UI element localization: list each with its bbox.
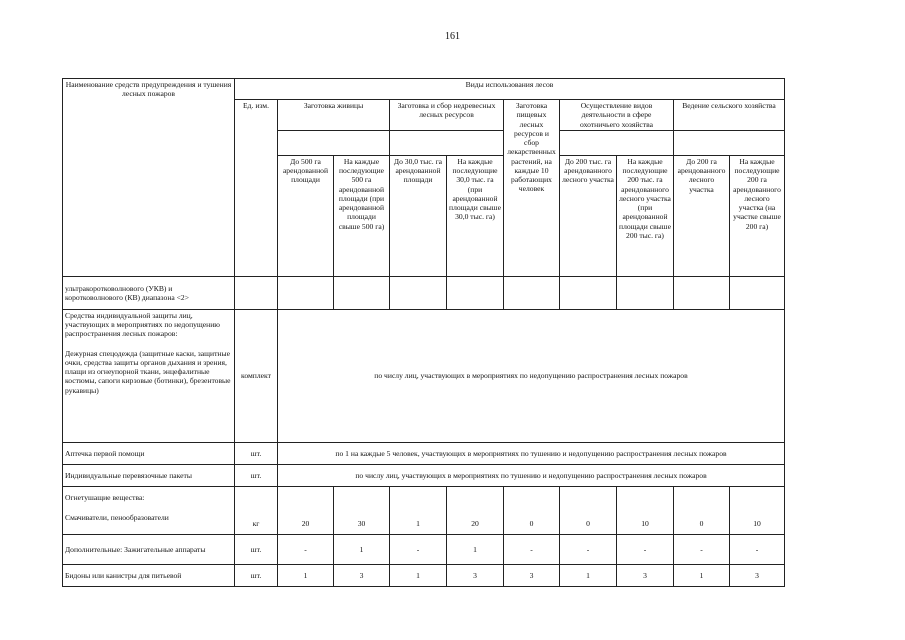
table-row — [63, 442, 785, 464]
subcol-header: До 500 га арендованной площади — [278, 155, 334, 276]
protection-title: Средства индивидуальной защиты лиц, участвующих в мероприятиях по недопущению распространения лесных пожаров: — [65, 310, 220, 339]
header-spacer — [390, 130, 504, 155]
header-name-column: Наименование средств предупреждения и тушения лесных пожаров — [63, 79, 235, 277]
table-cell: - — [390, 534, 447, 564]
row-unit: шт. — [235, 534, 278, 564]
row-name-radio: ультракоротковолнового (УКВ) и коротковолнового (КВ) диапазона <2> — [63, 276, 235, 309]
subcol-header: На каждые последующие 30,0 тыс. га (при арендованной площади свыше 30,0 тыс. га) — [447, 155, 504, 276]
table-row — [63, 486, 785, 534]
table-cell: 3 — [504, 564, 560, 586]
table-cell: 1 — [390, 486, 447, 534]
table-cell: 3 — [334, 564, 390, 586]
subcol-header: На каждые последующие 200 га арендованного лесного участка (на участке свыше 200 га) — [730, 155, 785, 276]
header-unit-column: Ед. изм. — [235, 100, 278, 277]
header-group-resin: Заготовка живицы — [278, 100, 390, 131]
row-unit: шт. — [235, 442, 278, 464]
header-spacer — [278, 130, 390, 155]
table-cell: 1 — [674, 564, 730, 586]
header-group-agriculture: Ведение сельского хозяйства — [674, 100, 785, 131]
table-cell: 10 — [617, 486, 674, 534]
subcol-header: До 200 тыс. га арендованного лесного участка — [560, 155, 617, 276]
header-group-nonwood: Заготовка и сбор недревесных лесных ресурсов — [390, 100, 504, 131]
table-cell: 0 — [674, 486, 730, 534]
row-merged-value: по числу лиц, участвующих в мероприятиях по недопущению распространения лесных пожаров — [278, 309, 785, 442]
table-cell: 1 — [560, 564, 617, 586]
table-cell: 1 — [447, 534, 504, 564]
protection-name: Дежурная спецодежда (защитные каски, защитные очки, средства защиты органов дыхания и зрения, плащи из огнеупорной ткани, энцефалитные костюмы, сапоги кирзовые (ботинки), брезентовые рукавицы) — [65, 348, 231, 395]
subcol-header: До 200 га арендованного лесного участка — [674, 155, 730, 276]
row-unit: комплект — [235, 309, 278, 442]
table-row — [63, 564, 785, 586]
table-row — [63, 464, 785, 486]
table-cell: 0 — [504, 486, 560, 534]
table-row — [63, 309, 785, 442]
table-cell: 1 — [278, 564, 334, 586]
header-types-of-use: Виды использования лесов — [235, 79, 785, 100]
header-spacer — [560, 130, 674, 155]
fire-equipment-table — [62, 78, 785, 587]
header-spacer — [674, 130, 785, 155]
extinguishing-name: Смачиватели, пенообразователи — [65, 513, 169, 522]
subcol-header: На каждые последующие 200 тыс. га арендованного лесного участка (при арендованной площади свыше 200 тыс. га) — [617, 155, 674, 276]
page-number: 161 — [445, 31, 460, 42]
extinguishing-title: Огнетушащие вещества: — [65, 492, 145, 502]
row-name-protection — [63, 309, 235, 442]
table-cell: - — [674, 534, 730, 564]
row-merged-value: по 1 на каждые 5 человек, участвующих в мероприятиях по тушению и недопущению распространения лесных пожаров — [278, 442, 785, 464]
table-row — [63, 276, 785, 309]
table-cell: 30 — [334, 486, 390, 534]
row-unit: кг — [235, 486, 278, 534]
row-name-first-aid: Аптечка первой помощи — [63, 442, 235, 464]
table-cell: - — [560, 534, 617, 564]
header-group-food: Заготовка пищевых лесных ресурсов и сбор лекарственных растений, на каждые 10 работающих человек — [504, 100, 560, 277]
table-cell: 1 — [334, 534, 390, 564]
row-name-ignition: Дополнительные: Зажигательные аппараты — [63, 534, 235, 564]
table-row — [63, 534, 785, 564]
table-cell: 20 — [278, 486, 334, 534]
table-cell: 3 — [730, 564, 785, 586]
row-unit: шт. — [235, 564, 278, 586]
subcol-header: На каждые последующие 500 га арендованной площади (при арендованной площади свыше 500 га) — [334, 155, 390, 276]
table-cell: - — [730, 534, 785, 564]
row-name-dressing: Индивидуальные перевязочные пакеты — [63, 464, 235, 486]
table-cell: - — [504, 534, 560, 564]
table-cell: - — [278, 534, 334, 564]
header-group-hunting: Осуществление видов деятельности в сфере охотничьего хозяйства — [560, 100, 674, 131]
table-cell: 10 — [730, 486, 785, 534]
row-merged-value: по числу лиц, участвующих в мероприятиях по тушению и недопущению распространения лесных пожаров — [278, 464, 785, 486]
table-cell: 3 — [617, 564, 674, 586]
table-cell: 20 — [447, 486, 504, 534]
header-row-1 — [63, 79, 785, 100]
row-name-extinguishing — [63, 486, 235, 534]
table-cell: - — [617, 534, 674, 564]
subcol-header: До 30,0 тыс. га арендованной площади — [390, 155, 447, 276]
row-unit: шт. — [235, 464, 278, 486]
row-name-cans: Бидоны или канистры для питьевой — [63, 564, 235, 586]
table-cell: 1 — [390, 564, 447, 586]
table-cell: 0 — [560, 486, 617, 534]
table-cell: 3 — [447, 564, 504, 586]
